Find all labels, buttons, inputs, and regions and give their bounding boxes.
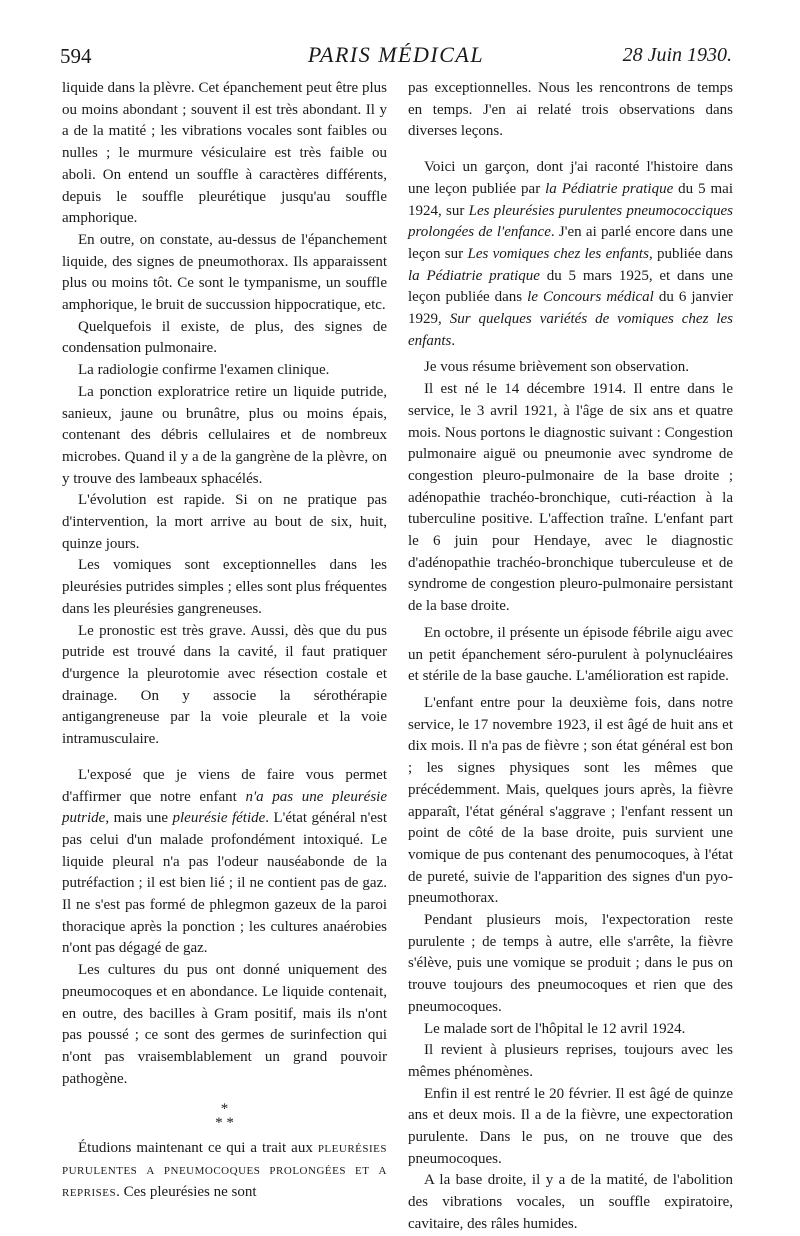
paragraph: L'évolution est rapide. Si on ne pratique pas d'intervention, la mort arrive au bout de six, huit, quinze jours. [62,492,387,552]
running-header [60,38,732,72]
issue-date: 28 Juin 1930. [622,44,732,66]
paragraph: Les vomiques sont exceptionnelles dans les pleurésies putrides simples ; elles sont plus fréquentes dans les pleurésies gangreneuses. [62,557,387,617]
emphasis: n'a pas une pleurésie putride [62,788,387,827]
right-column [408,78,733,1236]
paragraph: pas exceptionnelles. Nous les rencontrons de temps en temps. J'en ai relaté trois observations dans diverses leçons. [408,80,733,140]
emphasis: Sur quelques variétés de vomiques chez les enfants [408,311,733,349]
paragraph: Voici un garçon, dont j'ai raconté l'histoire dans une leçon publiée par la Pédiatrie pratique du 5 mai 1924, sur Les pleurésies purulentes pneumococciques prolongées de l'enfance. J'en ai parlé encore dans une leçon sur Les vomiques chez les enfants, publiée dans la Pédiatrie pratique du 5 mars 1925, et dans une leçon publiée dans le Concours médical du 6 janvier 1929, Sur quelques variétés de vomiques chez les enfants. [408,159,734,349]
page-number: 594 [60,44,92,68]
paragraph: La radiologie confirme l'examen clinique. [78,362,330,379]
emphasis: la Pédiatrie pratique [545,180,674,197]
emphasis: Les vomiques chez les enfants [467,245,649,262]
paragraph: Enfin il est rentré le 20 février. Il est âgé de quinze ans et deux mois. Il a de la fièvre, une expectoration purulente. Dans le pus, on ne trouve que des pneumocoques. [408,1085,733,1167]
paragraph: L'exposé que je viens de faire vous permet d'affirmer que notre enfant n'a pas une pleurésie putride, mais une pleurésie fétide. L'état général n'est pas celui d'un malade profondément intoxiqué. Le liquide pleural n'a pas l'odeur nauséabonde de la putréfaction ; il est bien lié ; il ne contient pas de gaz. Il ne s'est pas formé de phlegmon gazeux de la paroi thoracique après la ponction ; les cultures anaérobies n'ont pas dégagé de gaz. [62,766,387,957]
paragraph: En octobre, il présente un épisode fébrile aigu avec un petit épanchement séro-purulent à polynucléaires et stérile de la base gauche. L'amélioration est rapide. [408,624,733,685]
paragraph: Le pronostic est très grave. Aussi, dès que du pus putride est trouvé dans la cavité, il faut pratiquer d'urgence la pleurotomie avec résection costale et drainage. On y associe la sérothérapie antigangreneuse par la voie pleurale et la voie intramusculaire. [62,622,387,748]
paragraph: Il revient à plusieurs reprises, toujours avec les mêmes phénomènes. [408,1042,733,1080]
paragraph: Il est né le 14 décembre 1914. Il entre dans le service, le 3 avril 1921, à l'âge de six ans et quatre mois. Nous portons le diagnostic suivant : Congestion pulmonaire aiguë ou pneumonie avec syndrome de congestion pleuro-pulmonaire de la base droite ; adénopathie trachéo-bronchique, cuti-réaction à la tuberculine positive. L'affection traîne. L'enfant part le 6 juin pour Hendaye, avec le diagnostic d'adénopathie trachéo-bronchique tuberculeuse et de syndrome de congestion pleuro-pulmonaire persistant de la base droite. [408,381,733,615]
paragraph: En outre, on constate, au-dessus de l'épanchement liquide, des signes de pneumothorax. Ils apparaissent plus ou moins tôt. Ce sont le tympanisme, un souffle amphorique, le bruit de succussion hippocratique, etc. [62,231,387,314]
paragraph: Étudions maintenant ce qui a trait aux pleurésies purulentes a pneumocoques prolongées et a reprises. Ces pleurésies ne sont [62,1140,387,1200]
paragraph: Les cultures du pus ont donné uniquement des pneumocoques et en abondance. Le liquide contenait, en outre, des bacilles à Gram positif, mais ils n'ont pas poussé ; ce sont des germes de surinfection qui n'ont pas vraisemblablement un grand pouvoir pathogène. [62,962,387,1087]
asterism: * * * [215,1101,234,1132]
emphasis: la Pédiatrie pratique [408,267,540,284]
emphasis: le Concours médical [527,289,654,306]
paragraph: Quelquefois il existe, de plus, des signes de condensation pulmonaire. [62,318,387,357]
paragraph: L'enfant entre pour la deuxième fois, dans notre service, le 17 novembre 1923, il est âgé de huit ans et dix mois. Il n'a pas de fièvre ; son état général est bon ; les signes physiques sont les mêmes que précédemment. Mais, quelques jours après, la fièvre apparaît, l'état général s'aggrave ; l'enfant ressent un point de côté de la base droite, puis survient une vomique de pus contenant des penumocoques, à l'état de pureté, suivie de l'apparition des signes d'un pyo-pneumothorax. [408,694,733,907]
small-caps-heading: pleurésies purulentes a pneumocoques prolongées et a reprises [62,1140,387,1200]
journal-title: PARIS MÉDICAL [307,42,485,67]
emphasis: Les pleurésies purulentes pneumococciques prolongées de l'enfance [408,202,733,241]
paragraph: A la base droite, il y a de la matité, de l'abolition des vibrations vocales, un souffle expiratoire, cavitaire, des râles humides. [408,1172,733,1232]
paragraph: Pendant plusieurs mois, l'expectoration reste purulente ; de temps à autre, elle s'arrête, la fièvre s'élève, puis une vomique se produit ; dans le pus on trouve toujours des pneumocoques et rien que des pneumocoques. [408,912,733,1015]
paragraph: Le malade sort de l'hôpital le 12 avril 1924. [424,1020,686,1037]
paragraph: liquide dans la plèvre. Cet épanchement peut être plus ou moins abondant ; souvent il est très abondant. Il y a de la matité ; les vibrations vocales sont faibles ou nulles ; le murmure vésiculaire est très faible ou aboli. On entend un souffle à caractères différents, depuis le souffle pleurétique jusqu'au souffle amphorique. [62,80,387,227]
paragraph: Je vous résume brièvement son observation. [424,359,689,376]
emphasis: pleurésie fétide [172,810,266,827]
left-column [62,78,387,1203]
paragraph: La ponction exploratrice retire un liquide putride, sanieux, jaune ou brunâtre, plus ou moins épais, contenant des débris cellulaires et de nombreux microbes. Quand il y a de la gangrène de la plèvre, on y trouve des lambeaux sphacélés. [62,383,387,487]
